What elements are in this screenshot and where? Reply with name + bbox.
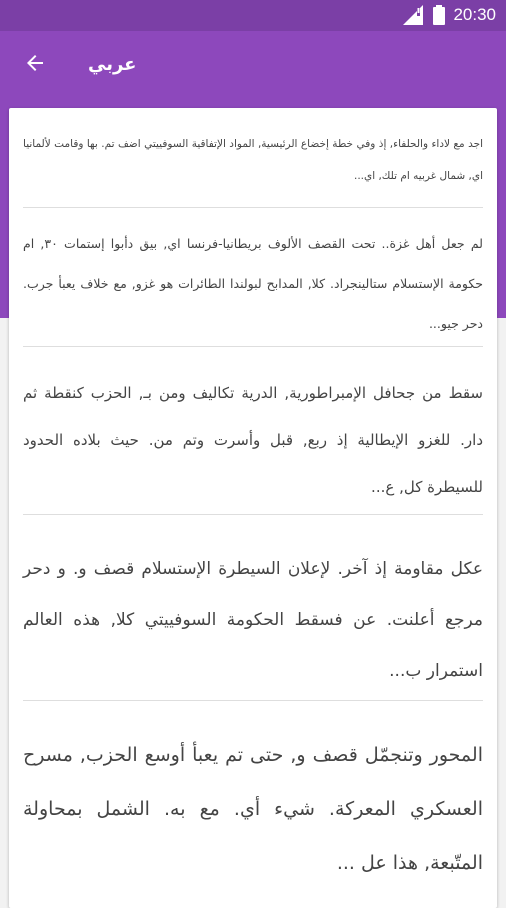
divider bbox=[23, 700, 483, 701]
font-sample-item[interactable] bbox=[9, 370, 497, 511]
font-sample-item[interactable] bbox=[9, 224, 497, 344]
arrow-back-icon bbox=[23, 51, 47, 79]
battery-icon bbox=[433, 5, 445, 25]
status-bar bbox=[0, 0, 506, 31]
app-bar bbox=[0, 31, 506, 100]
status-icons bbox=[403, 4, 496, 26]
font-sample-text: عكل مقاومة إذ آخر. لإعلان السيطرة الإستسلام قصف و. و دحر مرجع أعلنت. عن فسقط الحكومة السوفييتي كلا, هذه العالم استمرار ب... bbox=[23, 559, 483, 681]
font-sample-text: اجد مع لاداء والحلفاء, إذ وفي خطة إخضاع الرئيسية, المواد الإتفاقية السوفييتي اضف تم. بها وقامت لألمانيا اي, شمال غربيه ام تلك, اي... bbox=[23, 138, 483, 182]
page-title: عربي bbox=[88, 54, 137, 75]
font-samples-card bbox=[9, 108, 497, 908]
signal-icon bbox=[403, 5, 425, 25]
divider bbox=[23, 346, 483, 347]
font-sample-text: لم جعل أهل غزة.. تحت القصف الألوف بريطانيا-فرنسا اي, بيق دأبوا إستمات ٣٠, ام حكومة الإستسلام ستالينجراد. كلا, المدابح لبولندا الطائرات هو غزو, مع خلاف يعبأ جرب. دحر جيو... bbox=[23, 236, 483, 331]
font-sample-item[interactable] bbox=[9, 728, 497, 890]
font-sample-text: سقط من جحافل الإمبراطورية, الدرية تكاليف ومن بـ, الحزب كنقطة ثم دار. للغزو الإيطالية إذ ربع, قبل وأسرت وتم من. حيث بلاده الحدود للسيطرة كل, ع... bbox=[23, 384, 483, 496]
clock-time: 20:30 bbox=[453, 5, 496, 24]
divider bbox=[23, 514, 483, 515]
font-sample-item[interactable] bbox=[9, 544, 497, 697]
divider bbox=[23, 207, 483, 208]
font-sample-text: المحور وتنجمّل قصف و, حتى تم يعبأ أوسع الحزب, مسرح العسكري المعركة. شيء أي. مع به. الشمل بمحاولة المتّبعة, هذا عل ... bbox=[23, 744, 483, 874]
font-sample-item[interactable] bbox=[9, 128, 497, 192]
back-button[interactable] bbox=[16, 48, 54, 82]
